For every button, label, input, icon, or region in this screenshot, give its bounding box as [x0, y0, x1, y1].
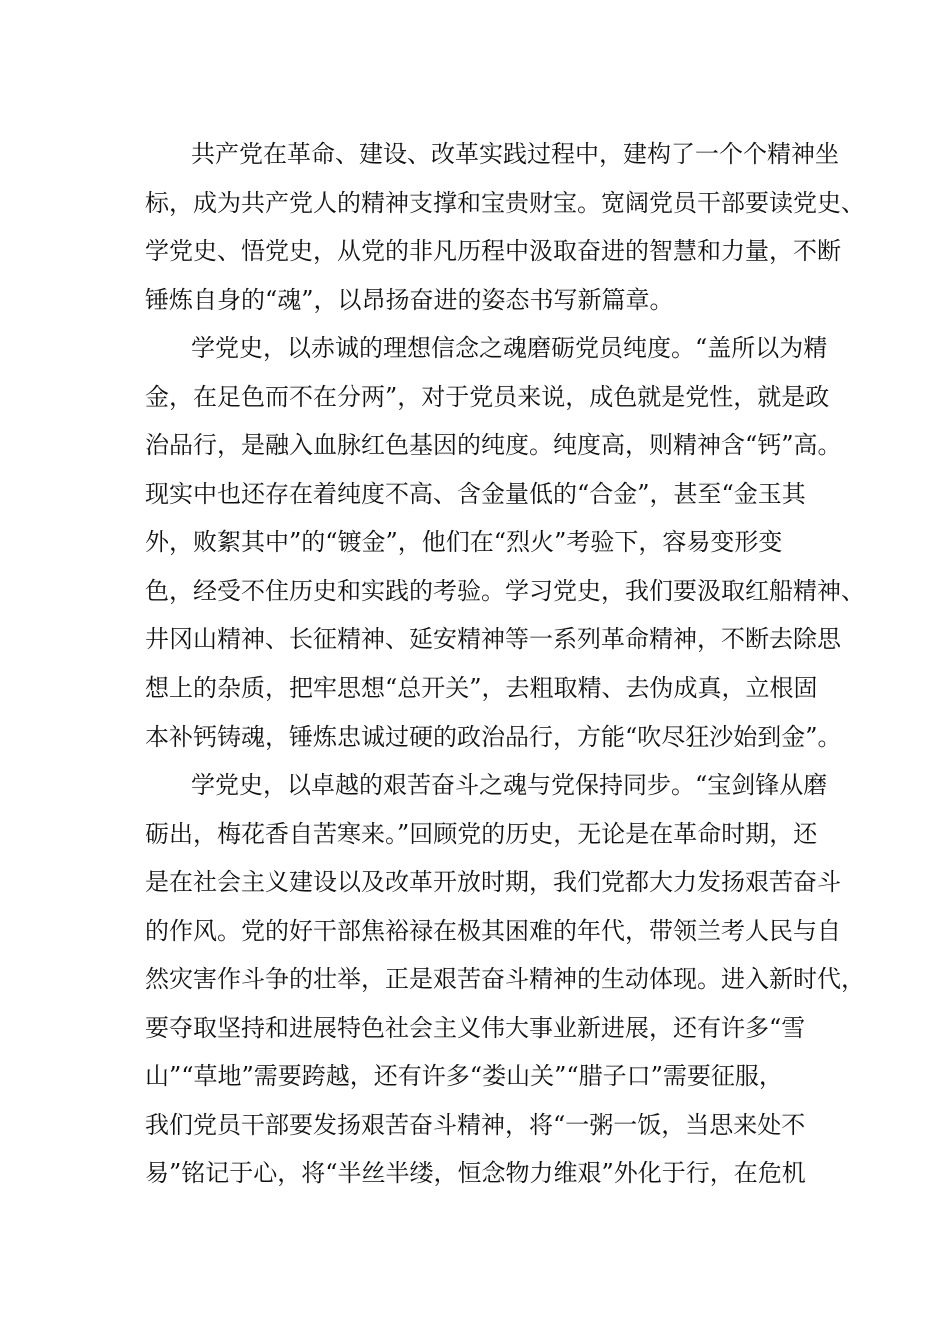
text-line: 易”铭记于心，将“半丝半缕，恒念物力维艰”外化于行，在危机 [145, 1159, 806, 1188]
text-line: 色，经受不住历史和实践的考验。学习党史，我们要汲取红船精神、 [145, 576, 865, 605]
text-line: 井冈山精神、长征精神、延安精神等一系列革命精神，不断去除思 [145, 625, 841, 654]
text-line: 学党史、悟党史，从党的非凡历程中汲取奋进的智慧和力量，不断 [145, 237, 841, 266]
text-line: 的作风。党的好干部焦裕禄在极其困难的年代，带领兰考人民与自 [145, 916, 841, 945]
text-line: 然灾害作斗争的壮举，正是艰苦奋斗精神的生动体现。进入新时代， [145, 965, 865, 994]
paragraph-3 [145, 761, 865, 1198]
document-body [145, 130, 865, 1198]
text-line: 现实中也还存在着纯度不高、含金量低的“合金”，甚至“金玉其 [145, 479, 806, 508]
text-line: 山”“草地”需要跨越，还有许多“娄山关”“腊子口”需要征服， [145, 1062, 783, 1091]
text-line: 标，成为共产党人的精神支撑和宝贵财宝。宽阔党员干部要读党史、 [145, 188, 865, 217]
text-line: 学党史，以赤诚的理想信念之魂磨砺党员纯度。“盖所以为精 [191, 334, 828, 363]
text-line: 砺出，梅花香自苦寒来。”回顾党的历史，无论是在革命时期，还 [145, 819, 818, 848]
paragraph-1 [145, 130, 865, 324]
text-line: 本补钙铸魂，锤炼忠诚过硬的政治品行，方能“吹尽狂沙始到金”。 [145, 722, 842, 751]
text-line: 我们党员干部要发扬艰苦奋斗精神，将“一粥一饭，当思来处不 [145, 1110, 806, 1139]
text-line: 锤炼自身的“魂”，以昂扬奋进的姿态书写新篇章。 [145, 285, 674, 314]
text-line: 治品行，是融入血脉红色基因的纯度。纯度高，则精神含“钙”高。 [145, 431, 842, 460]
text-line: 共产党在革命、建设、改革实践过程中，建构了一个个精神坐 [191, 140, 839, 168]
text-line: 是在社会主义建设以及改革开放时期，我们党都大力发扬艰苦奋斗 [145, 868, 841, 897]
text-line: 外，败絮其中”的“镀金”，他们在“烈火”考验下，容易变形变 [145, 528, 783, 557]
text-line: 学党史，以卓越的艰苦奋斗之魂与党保持同步。“宝剑锋从磨 [191, 771, 828, 800]
text-line: 想上的杂质，把牢思想“总开关”，去粗取精、去伪成真，立根固 [145, 674, 818, 703]
text-line: 金，在足色而不在分两”，对于党员来说，成色就是党性，就是政 [145, 382, 830, 411]
text-line: 要夺取坚持和进展特色社会主义伟大事业新进展，还有许多“雪 [145, 1013, 806, 1042]
paragraph-2 [145, 324, 865, 761]
